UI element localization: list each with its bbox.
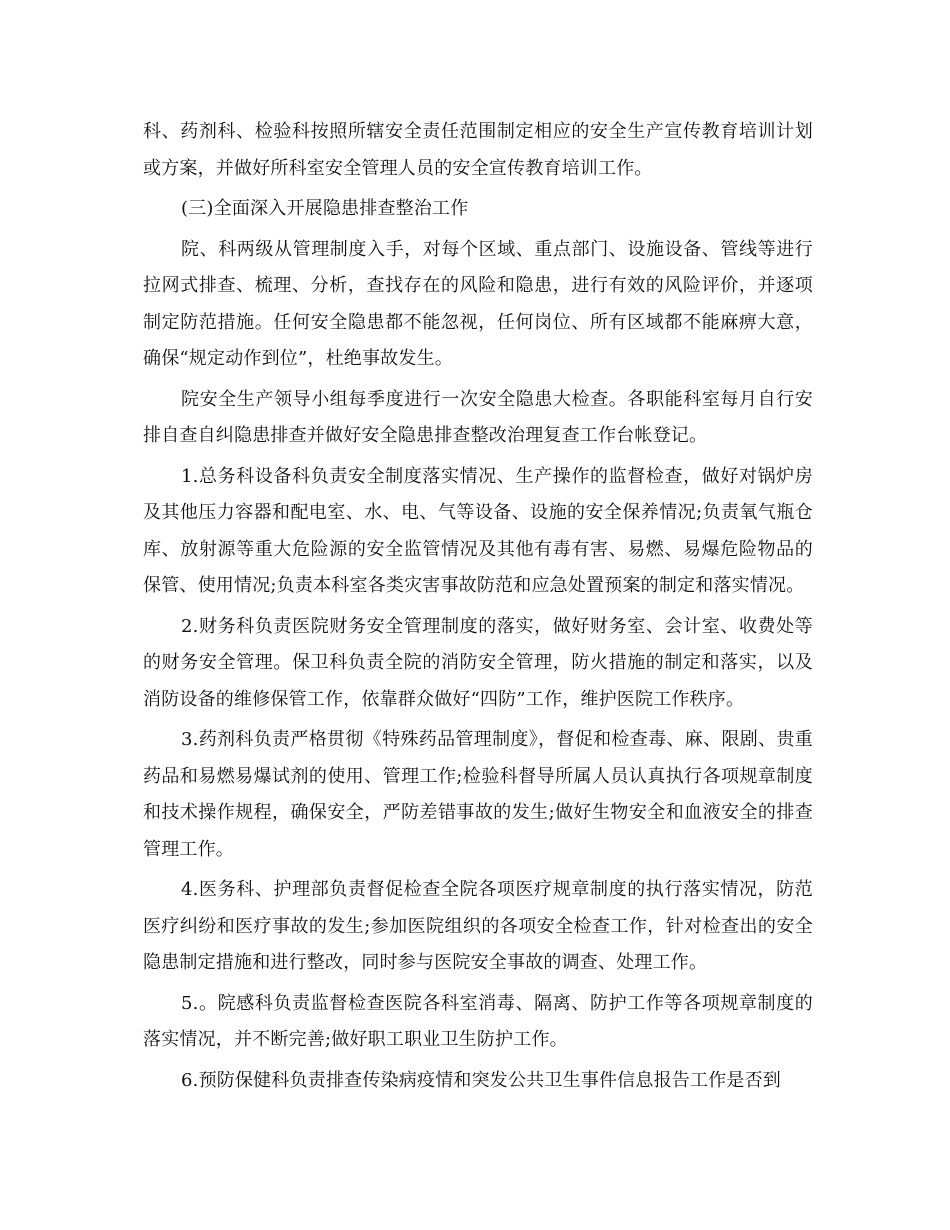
paragraph-hazard-inspection: 院、科两级从管理制度入手，对每个区域、重点部门、设施设备、管线等进行拉网式排查、梳理、分析，查找存在的风险和隐患，进行有效的风险评价，并逐项制定防范措施。任何安全隐患都不能忽视，任何岗位、所有区域都不能麻痹大意，确保“规定动作到位”，杜绝事故发生。 <box>143 238 813 369</box>
list-item-3: 3.药剂科负责严格贯彻《特殊药品管理制度》，督促和检查毒、麻、限剧、贵重药品和易燃易爆试剂的使用、管理工作;检验科督导所属人员认真执行各项规章制度和技术操作规程，确保安全，严防差错事故的发生;做好生物安全和血液安全的排查管理工作。 <box>143 729 813 860</box>
paragraph-quarterly-inspection: 院安全生产领导小组每季度进行一次安全隐患大检查。各职能科室每月自行安排自查自纠隐患排查并做好安全隐患排查整改治理复查工作台帐登记。 <box>143 388 813 446</box>
paragraph-continuation: 科、药剂科、检验科按照所辖安全责任范围制定相应的安全生产宣传教育培训计划或方案，并做好所科室安全管理人员的安全宣传教育培训工作。 <box>143 121 813 179</box>
list-item-4: 4.医务科、护理部负责督促检查全院各项医疗规章制度的执行落实情况，防范医疗纠纷和医疗事故的发生;参加医院组织的各项安全检查工作，针对检查出的安全隐患制定措施和进行整改，同时参与医院安全事故的调查、处理工作。 <box>143 879 813 973</box>
list-item-2: 2.财务科负责医院财务安全管理制度的落实，做好财务室、会计室、收费处等的财务安全管理。保卫科负责全院的消防安全管理，防火措施的制定和落实，以及消防设备的维修保管工作，依靠群众做好“四防”工作，维护医院工作秩序。 <box>143 615 813 710</box>
list-item-1: 1.总务科设备科负责安全制度落实情况、生产操作的监督检查，做好对锅炉房及其他压力容器和配电室、水、电、气等设备、设施的安全保养情况;负责氧气瓶仓库、放射源等重大危险源的安全监管情况及其他有毒有害、易燃、易爆危险物品的保管、使用情况;负责本科室各类灾害事故防范和应急处置预案的制定和落实情况。 <box>143 465 813 596</box>
section-heading: (三)全面深入开展隐患排查整治工作 <box>181 198 469 219</box>
list-item-6: 6.预防保健科负责排查传染病疫情和突发公共卫生事件信息报告工作是否到 <box>181 1069 781 1091</box>
document-body <box>143 114 813 1099</box>
list-item-5: 5.。院感科负责监督检查医院各科室消毒、隔离、防护工作等各项规章制度的落实情况，并不断完善;做好职工职业卫生防护工作。 <box>143 992 813 1050</box>
